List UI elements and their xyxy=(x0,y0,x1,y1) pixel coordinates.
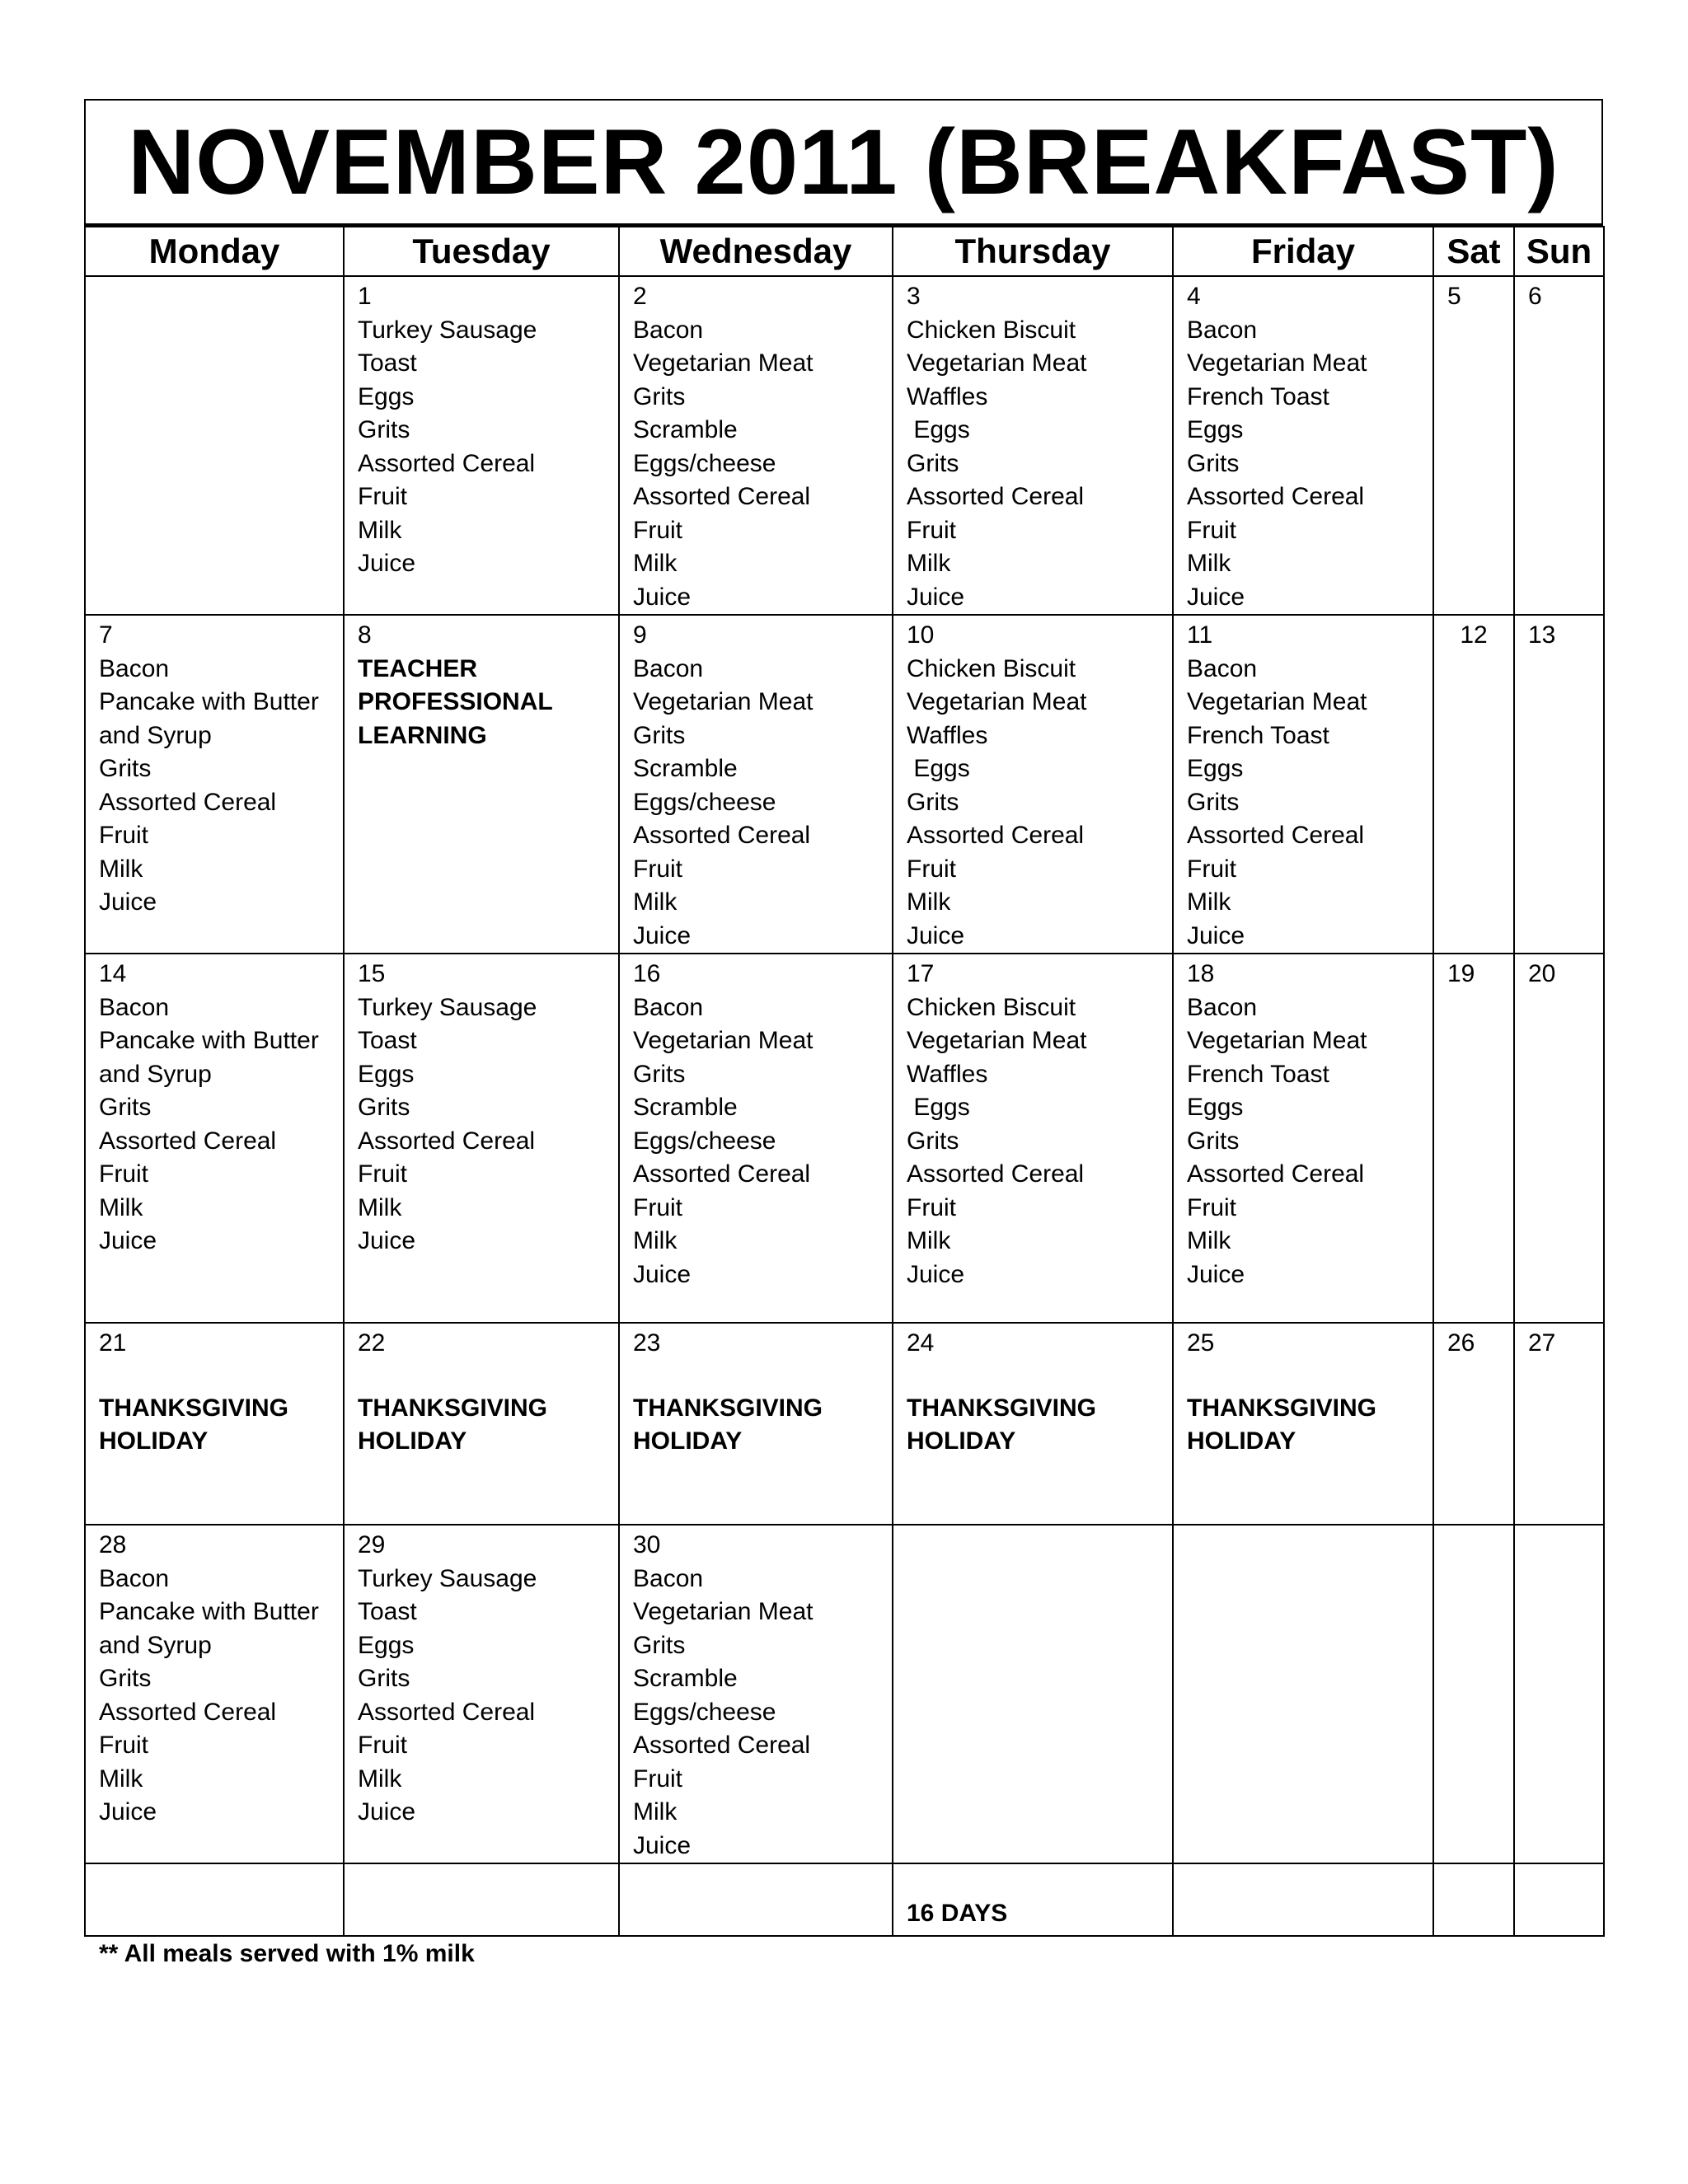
day-number: 11 xyxy=(1187,621,1213,649)
menu-item: Fruit xyxy=(907,1193,956,1221)
menu-item: Grits xyxy=(358,416,410,443)
menu-item: Vegetarian Meat xyxy=(907,1027,1087,1054)
day-number: 30 xyxy=(633,1531,661,1558)
day-cell xyxy=(893,615,1173,954)
weekday-header-wednesday: Wednesday xyxy=(619,227,893,276)
day-number: 1 xyxy=(358,283,372,310)
menu-item: Grits xyxy=(907,449,959,477)
menu-item: Bacon xyxy=(633,654,704,682)
day-event-label: PROFESSIONAL xyxy=(358,688,553,715)
menu-item: Fruit xyxy=(99,822,148,849)
total-cell xyxy=(1514,1863,1604,1936)
day-cell xyxy=(1514,615,1604,954)
menu-item: Fruit xyxy=(633,1193,682,1221)
day-number: 16 xyxy=(633,960,661,987)
menu-item: Vegetarian Meat xyxy=(633,1598,814,1625)
day-cell xyxy=(85,954,344,1323)
menu-item: Fruit xyxy=(358,483,407,510)
menu-item: Assorted Cereal xyxy=(99,1127,277,1155)
day-cell xyxy=(619,1323,893,1525)
menu-item: Bacon xyxy=(99,993,170,1021)
menu-item: Milk xyxy=(99,855,143,883)
menu-item: Assorted Cereal xyxy=(907,1160,1085,1188)
menu-item: Turkey Sausage xyxy=(358,316,537,344)
day-number: 4 xyxy=(1187,283,1201,310)
day-cell xyxy=(1433,615,1514,954)
menu-item: French Toast xyxy=(1187,382,1329,410)
day-event-label: TEACHER xyxy=(358,654,478,682)
menu-item: Toast xyxy=(358,349,417,377)
menu-item: Juice xyxy=(358,1227,416,1254)
menu-item: Pancake with Butter xyxy=(99,1027,319,1054)
menu-item: Bacon xyxy=(1187,654,1258,682)
menu-item: Assorted Cereal xyxy=(358,1127,536,1155)
menu-item: Grits xyxy=(99,755,152,782)
menu-item: Fruit xyxy=(1187,1193,1236,1221)
menu-item: Milk xyxy=(633,1798,678,1825)
menu-item: Scramble xyxy=(633,1094,738,1121)
day-number: 23 xyxy=(633,1329,661,1357)
day-cell xyxy=(893,954,1173,1323)
day-number: 18 xyxy=(1187,960,1215,987)
menu-item: Milk xyxy=(1187,888,1231,916)
day-number: 7 xyxy=(99,621,113,649)
day-number: 28 xyxy=(99,1531,127,1558)
menu-item: Milk xyxy=(907,888,951,916)
menu-item: Assorted Cereal xyxy=(358,449,536,477)
weekday-header-sun: Sun xyxy=(1514,227,1604,276)
menu-item: Grits xyxy=(1187,1127,1240,1155)
menu-item: Juice xyxy=(1187,583,1245,611)
menu-item: French Toast xyxy=(1187,721,1329,749)
menu-item: Waffles xyxy=(907,382,988,410)
day-cell xyxy=(1173,615,1433,954)
menu-item: Grits xyxy=(1187,449,1240,477)
day-number: 14 xyxy=(99,960,127,987)
menu-item: Juice xyxy=(99,1227,157,1254)
menu-item: Assorted Cereal xyxy=(358,1698,536,1726)
day-event-label: LEARNING xyxy=(358,721,487,749)
day-number: 29 xyxy=(358,1531,386,1558)
menu-item: Milk xyxy=(358,1765,402,1793)
menu-item: Vegetarian Meat xyxy=(1187,688,1367,715)
week-row xyxy=(85,615,1604,954)
menu-item: Juice xyxy=(633,1260,692,1288)
menu-item: Bacon xyxy=(99,1564,170,1592)
menu-item: and Syrup xyxy=(99,721,212,749)
day-cell xyxy=(85,276,344,615)
menu-item: Eggs xyxy=(1187,1094,1244,1121)
menu-item: Assorted Cereal xyxy=(907,483,1085,510)
breakfast-menu-calendar xyxy=(84,99,1603,1937)
menu-item: Eggs/cheese xyxy=(633,788,776,816)
day-number: 17 xyxy=(907,960,935,987)
day-event-label: THANKSGIVING xyxy=(633,1394,823,1422)
menu-item: Eggs xyxy=(358,382,415,410)
menu-item: Grits xyxy=(633,1060,686,1088)
day-cell xyxy=(619,276,893,615)
weekday-header-tuesday: Tuesday xyxy=(344,227,619,276)
week-row xyxy=(85,1323,1604,1525)
day-number: 2 xyxy=(633,283,647,310)
day-cell xyxy=(344,1525,619,1863)
menu-item: Pancake with Butter xyxy=(99,688,319,715)
menu-item: Milk xyxy=(99,1765,143,1793)
day-event-label: THANKSGIVING xyxy=(1187,1394,1377,1422)
menu-item: Fruit xyxy=(907,516,956,544)
week-row xyxy=(85,1525,1604,1863)
menu-item: Pancake with Butter xyxy=(99,1598,319,1625)
total-cell xyxy=(85,1863,344,1936)
menu-item: Eggs xyxy=(358,1631,415,1659)
menu-item: Juice xyxy=(633,583,692,611)
menu-item: Waffles xyxy=(907,1060,988,1088)
day-number: 20 xyxy=(1528,960,1556,987)
menu-item: Assorted Cereal xyxy=(633,483,811,510)
menu-item: Bacon xyxy=(633,993,704,1021)
menu-item: Chicken Biscuit xyxy=(907,654,1076,682)
weekday-header-friday: Friday xyxy=(1173,227,1433,276)
menu-item: Toast xyxy=(358,1027,417,1054)
menu-item: Juice xyxy=(1187,1260,1245,1288)
day-event-label: HOLIDAY xyxy=(1187,1427,1296,1455)
day-number: 12 xyxy=(1460,621,1488,649)
weekday-header-thursday: Thursday xyxy=(893,227,1173,276)
menu-item: Fruit xyxy=(1187,855,1236,883)
menu-item: Scramble xyxy=(633,755,738,782)
day-number: 25 xyxy=(1187,1329,1215,1357)
day-event-label: THANKSGIVING xyxy=(99,1394,289,1422)
day-cell xyxy=(1173,1323,1433,1525)
day-number: 22 xyxy=(358,1329,386,1357)
total-row xyxy=(85,1863,1604,1936)
calendar-title: NOVEMBER 2011 (BREAKFAST) xyxy=(84,99,1603,226)
menu-item: Juice xyxy=(633,1831,692,1859)
weekday-header-row xyxy=(85,227,1604,276)
menu-item: French Toast xyxy=(1187,1060,1329,1088)
menu-item: Fruit xyxy=(633,516,682,544)
menu-item: Chicken Biscuit xyxy=(907,316,1076,344)
menu-item: Grits xyxy=(633,382,686,410)
day-cell xyxy=(344,276,619,615)
menu-item: Grits xyxy=(99,1665,152,1692)
menu-item: Milk xyxy=(1187,1227,1231,1254)
menu-item: Scramble xyxy=(633,416,738,443)
menu-item: and Syrup xyxy=(99,1631,212,1659)
menu-item: Eggs/cheese xyxy=(633,1698,776,1726)
day-event-label: HOLIDAY xyxy=(99,1427,209,1455)
menu-item: Milk xyxy=(633,888,678,916)
day-number: 19 xyxy=(1447,960,1475,987)
menu-item: Fruit xyxy=(907,855,956,883)
total-cell xyxy=(619,1863,893,1936)
menu-item: Vegetarian Meat xyxy=(907,349,1087,377)
menu-item: Fruit xyxy=(358,1732,407,1759)
day-event-label: HOLIDAY xyxy=(907,1427,1016,1455)
day-event-label: HOLIDAY xyxy=(358,1427,467,1455)
menu-item: Bacon xyxy=(633,316,704,344)
day-cell xyxy=(893,1525,1173,1863)
week-row xyxy=(85,954,1604,1323)
menu-item: Assorted Cereal xyxy=(907,822,1085,849)
total-cell xyxy=(1173,1863,1433,1936)
day-cell xyxy=(1514,1525,1604,1863)
day-number: 21 xyxy=(99,1329,127,1357)
day-cell xyxy=(619,1525,893,1863)
day-cell xyxy=(85,1525,344,1863)
day-cell xyxy=(85,1323,344,1525)
menu-item: Juice xyxy=(907,1260,965,1288)
day-event-label: HOLIDAY xyxy=(633,1427,743,1455)
menu-item: Juice xyxy=(358,550,416,577)
day-number: 13 xyxy=(1528,621,1556,649)
day-cell xyxy=(893,276,1173,615)
menu-item: Vegetarian Meat xyxy=(633,1027,814,1054)
day-cell xyxy=(1514,1323,1604,1525)
menu-item: Assorted Cereal xyxy=(633,1732,811,1759)
day-cell xyxy=(1433,276,1514,615)
calendar-table xyxy=(84,226,1605,1937)
menu-item: Eggs xyxy=(907,416,970,443)
menu-item: Assorted Cereal xyxy=(1187,483,1365,510)
menu-item: Grits xyxy=(907,788,959,816)
menu-item: Vegetarian Meat xyxy=(907,688,1087,715)
menu-item: Milk xyxy=(358,1193,402,1221)
day-number: 24 xyxy=(907,1329,935,1357)
menu-item: Chicken Biscuit xyxy=(907,993,1076,1021)
menu-item: Eggs/cheese xyxy=(633,1127,776,1155)
day-cell xyxy=(1173,276,1433,615)
menu-item: Milk xyxy=(99,1193,143,1221)
menu-item: Grits xyxy=(99,1094,152,1121)
day-event-label: THANKSGIVING xyxy=(358,1394,548,1422)
menu-item: Eggs xyxy=(907,1094,970,1121)
day-number: 3 xyxy=(907,283,921,310)
total-days-label: 16 DAYS xyxy=(907,1899,1008,1927)
menu-item: Juice xyxy=(99,1798,157,1825)
menu-item: Grits xyxy=(907,1127,959,1155)
menu-item: Grits xyxy=(633,721,686,749)
weekday-header-monday: Monday xyxy=(85,227,344,276)
day-number: 9 xyxy=(633,621,647,649)
day-number: 5 xyxy=(1447,283,1461,310)
menu-item: Milk xyxy=(358,516,402,544)
menu-item: Assorted Cereal xyxy=(1187,822,1365,849)
menu-item: Assorted Cereal xyxy=(633,1160,811,1188)
menu-item: and Syrup xyxy=(99,1060,212,1088)
menu-item: Juice xyxy=(99,888,157,916)
day-cell xyxy=(1173,954,1433,1323)
day-cell xyxy=(1433,1525,1514,1863)
menu-item: Bacon xyxy=(633,1564,704,1592)
day-cell xyxy=(344,1323,619,1525)
menu-item: Toast xyxy=(358,1598,417,1625)
weekday-header-sat: Sat xyxy=(1433,227,1514,276)
menu-item: Assorted Cereal xyxy=(633,822,811,849)
menu-item: Fruit xyxy=(358,1160,407,1188)
day-cell xyxy=(344,615,619,954)
day-number: 10 xyxy=(907,621,935,649)
day-number: 6 xyxy=(1528,283,1542,310)
menu-item: Grits xyxy=(1187,788,1240,816)
menu-item: Assorted Cereal xyxy=(99,788,277,816)
menu-item: Milk xyxy=(633,1227,678,1254)
day-cell xyxy=(619,954,893,1323)
menu-item: Fruit xyxy=(99,1732,148,1759)
day-number: 8 xyxy=(358,621,372,649)
menu-item: Waffles xyxy=(907,721,988,749)
day-number: 26 xyxy=(1447,1329,1475,1357)
menu-item: Assorted Cereal xyxy=(1187,1160,1365,1188)
menu-item: Eggs xyxy=(907,755,970,782)
menu-item: Grits xyxy=(358,1094,410,1121)
day-cell xyxy=(619,615,893,954)
menu-item: Grits xyxy=(358,1665,410,1692)
menu-item: Assorted Cereal xyxy=(99,1698,277,1726)
menu-item: Milk xyxy=(907,550,951,577)
menu-item: Milk xyxy=(907,1227,951,1254)
menu-item: Grits xyxy=(633,1631,686,1659)
menu-item: Bacon xyxy=(1187,993,1258,1021)
menu-item: Turkey Sausage xyxy=(358,1564,537,1592)
menu-item: Eggs xyxy=(358,1060,415,1088)
menu-item: Fruit xyxy=(1187,516,1236,544)
day-cell xyxy=(1433,954,1514,1323)
menu-item: Fruit xyxy=(633,1765,682,1793)
day-cell xyxy=(1173,1525,1433,1863)
menu-item: Juice xyxy=(907,921,965,949)
menu-item: Bacon xyxy=(99,654,170,682)
total-cell xyxy=(344,1863,619,1936)
menu-item: Vegetarian Meat xyxy=(1187,349,1367,377)
menu-item: Vegetarian Meat xyxy=(633,349,814,377)
menu-item: Juice xyxy=(1187,921,1245,949)
day-cell xyxy=(1514,276,1604,615)
day-cell xyxy=(344,954,619,1323)
day-event-label: THANKSGIVING xyxy=(907,1394,1097,1422)
menu-item: Eggs xyxy=(1187,755,1244,782)
footnote: ** All meals served with 1% milk xyxy=(99,1940,475,1967)
menu-item: Fruit xyxy=(633,855,682,883)
menu-item: Juice xyxy=(907,583,965,611)
menu-item: Eggs xyxy=(1187,416,1244,443)
menu-item: Juice xyxy=(633,921,692,949)
menu-item: Milk xyxy=(633,550,678,577)
menu-item: Turkey Sausage xyxy=(358,993,537,1021)
menu-item: Vegetarian Meat xyxy=(633,688,814,715)
menu-item: Vegetarian Meat xyxy=(1187,1027,1367,1054)
total-cell xyxy=(893,1863,1173,1936)
menu-item: Bacon xyxy=(1187,316,1258,344)
menu-item: Eggs/cheese xyxy=(633,449,776,477)
total-cell xyxy=(1433,1863,1514,1936)
day-cell xyxy=(85,615,344,954)
day-cell xyxy=(893,1323,1173,1525)
menu-item: Juice xyxy=(358,1798,416,1825)
day-number: 27 xyxy=(1528,1329,1556,1357)
day-cell xyxy=(1433,1323,1514,1525)
week-row xyxy=(85,276,1604,615)
day-cell xyxy=(1514,954,1604,1323)
menu-item: Fruit xyxy=(99,1160,148,1188)
menu-item: Scramble xyxy=(633,1665,738,1692)
menu-item: Milk xyxy=(1187,550,1231,577)
day-number: 15 xyxy=(358,960,386,987)
